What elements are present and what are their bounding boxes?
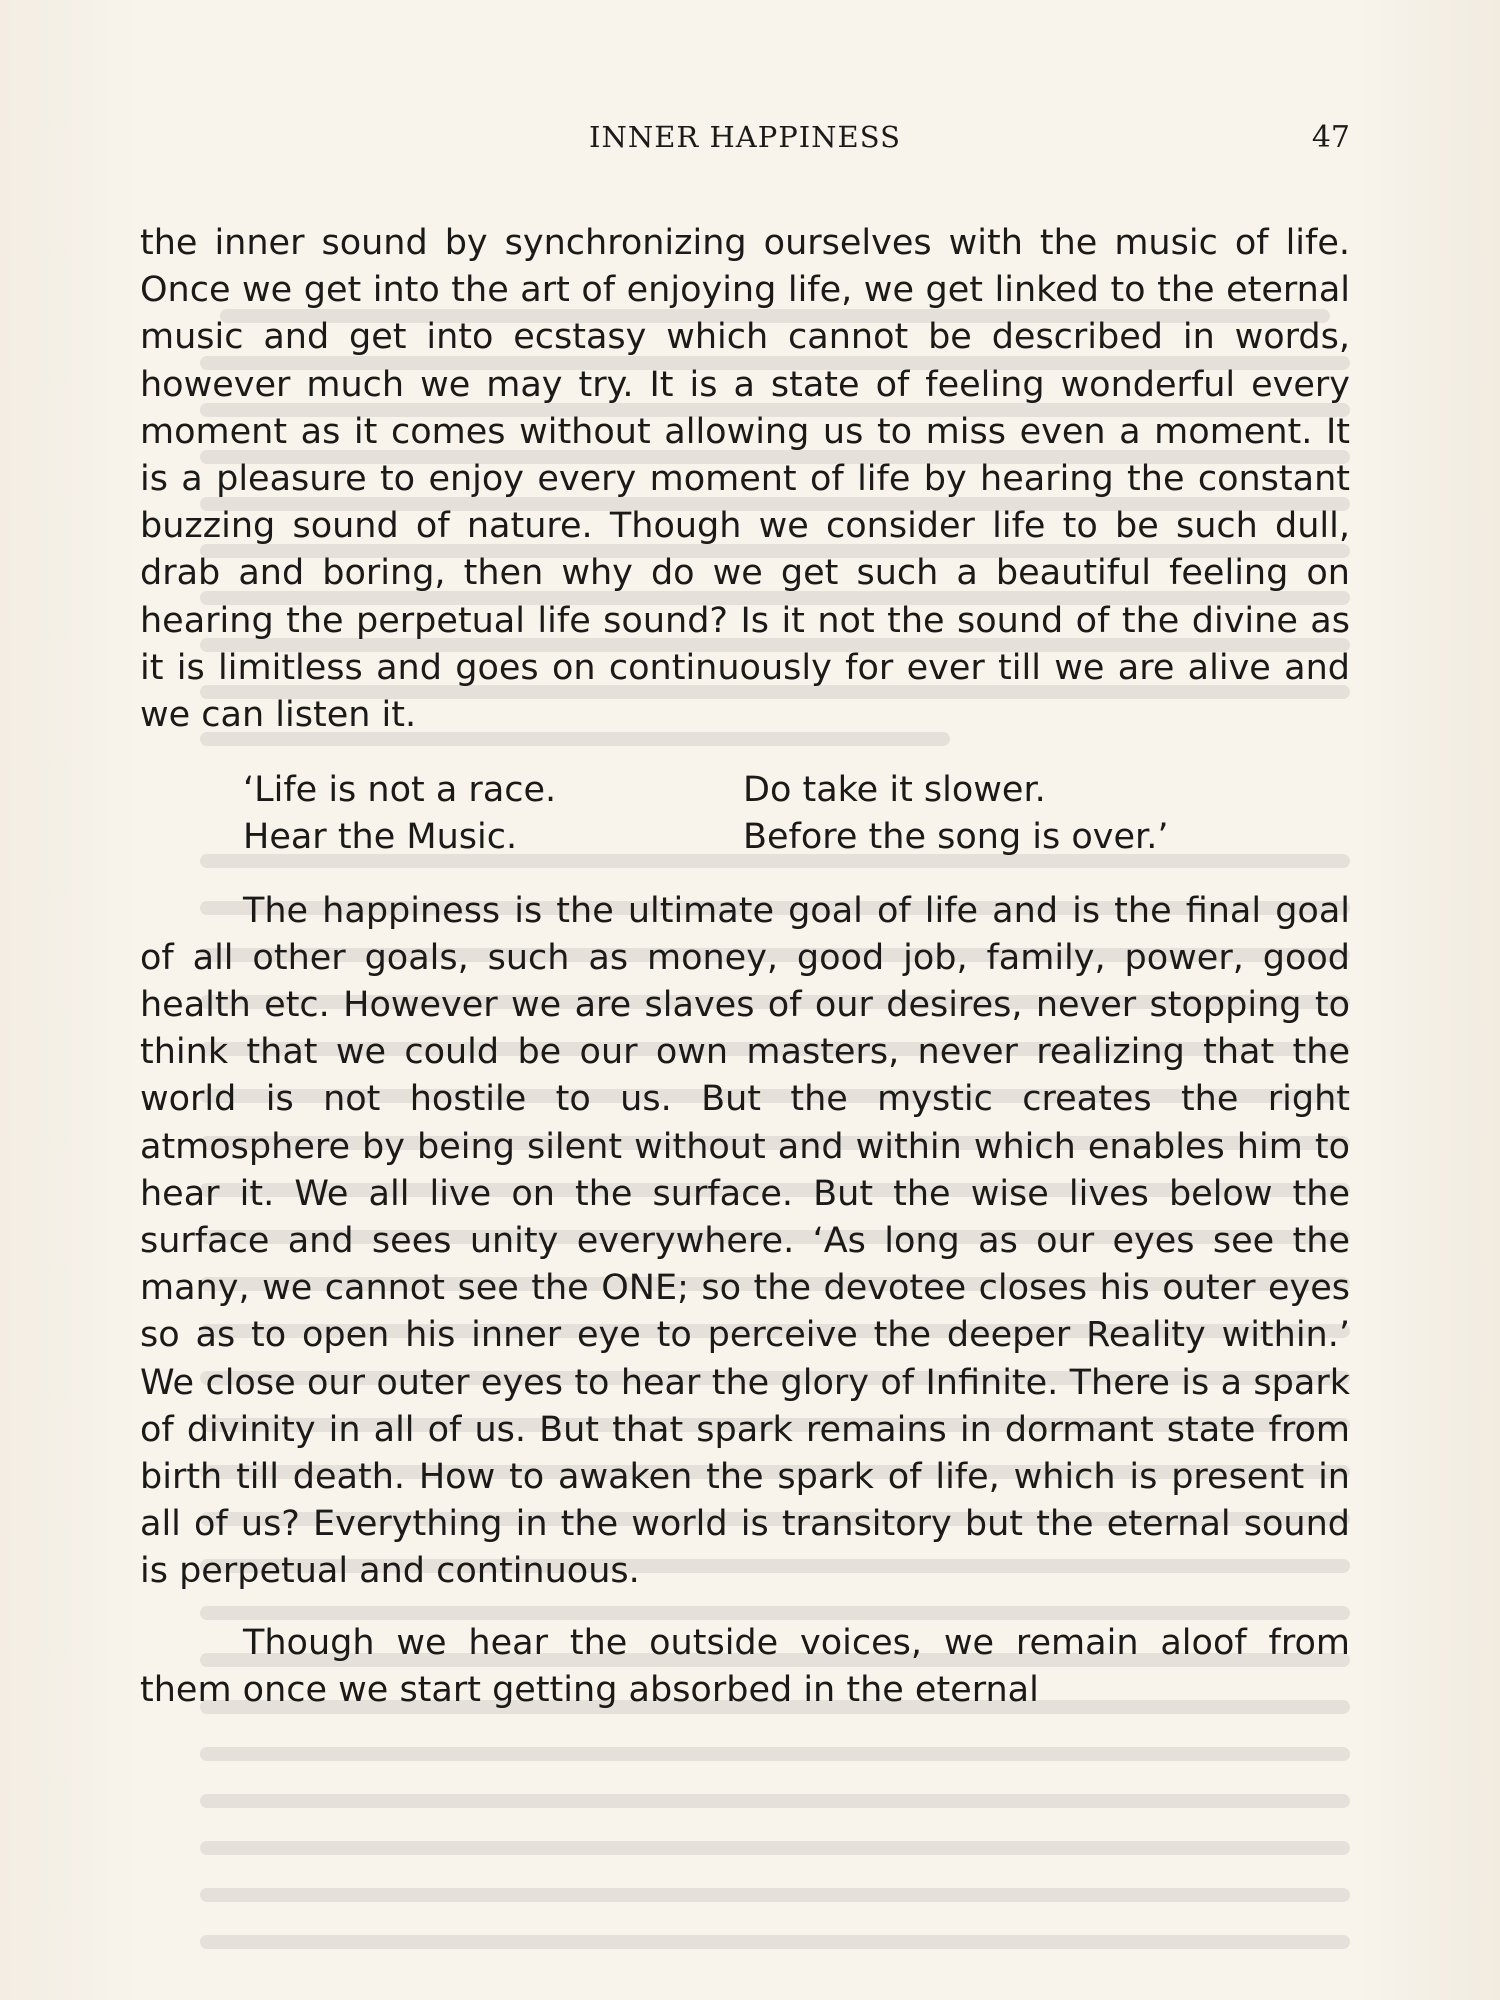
verse-quote	[140, 767, 1350, 861]
verse-line-1-part-1: ‘Life is not a race.	[243, 770, 557, 811]
running-header	[140, 120, 1350, 160]
verse-line-1	[243, 767, 1350, 814]
page-number: 47	[1311, 120, 1350, 155]
paragraph-1: the inner sound by synchronizing ourselves with the music of life. Once we get into the art of enjoying life, we get linked to the eternal music and get into ecstasy which cannot be described in words, however much we may try. It is a state of feeling wonderful every moment as it comes without allowing us to miss even a moment. It is a pleasure to enjoy every moment of life by hearing the constant buzzing sound of nature. Though we consider life to be such dull, drab and boring, then why do we get such a beautiful feeling on hearing the perpetual life sound? Is it not the sound of the divine as it is limitless and goes on continuously for ever till we are alive and we can listen it.	[140, 223, 1350, 736]
verse-line-2-part-1: Hear the Music.	[243, 817, 518, 858]
body-text	[140, 220, 1350, 1714]
chapter-title: INNER HAPPINESS	[589, 120, 901, 154]
verse-line-1-part-2: Do take it slower.	[743, 770, 1046, 811]
paragraph-3: Though we hear the outside voices, we remain aloof from them once we start getting absorbed in the eternal	[140, 1622, 1350, 1710]
verse-line-2	[243, 814, 1350, 861]
paragraph-2: The happiness is the ultimate goal of life and is the final goal of all other goals, such as money, good job, family, power, good health etc. However we are slaves of our desires, never stopping to think that we could be our own masters, never realizing that the world is not hostile to us. But the mystic creates the right atmosphere by being silent without and within which enables him to hear it. We all live on the surface. But the wise lives below the surface and sees unity everywhere. ‘As long as our eyes see the many, we cannot see the ONE; so the devotee closes his outer eyes so as to open his inner eye to perceive the deeper Reality within.’ We close our outer eyes to hear the glory of Infinite. There is a spark of divinity in all of us. But that spark remains in dormant state from birth till death. How to awaken the spark of life, which is present in all of us? Everything in the world is transitory but the eternal sound is perpetual and continuous.	[140, 890, 1350, 1592]
verse-line-2-part-2: Before the song is over.’	[743, 817, 1169, 858]
